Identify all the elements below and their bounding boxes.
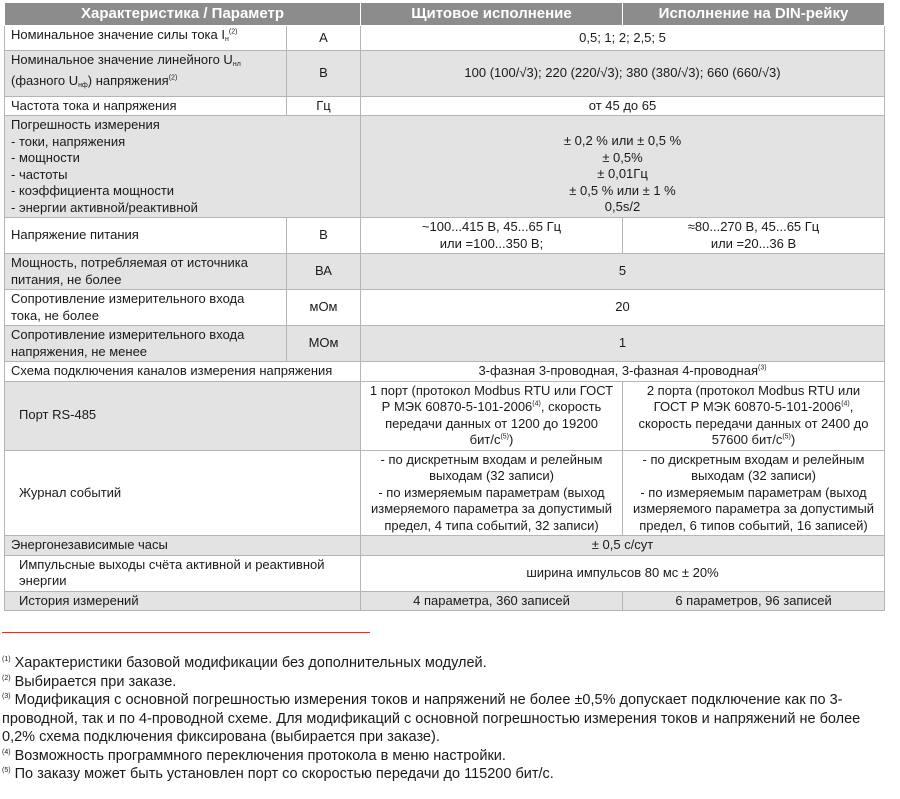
row-unit: В <box>287 218 361 254</box>
footnote-3: $^{(3)}$ Модификация с основной погрешностью измерения токов и напряжений не более ±0,5% допускает подключение как по 3-проводной, так и по 4-проводной схеме. Для модификаций с основной погрешностью измерения токов и напряжений не более 0,2% схема подключения фиксирована (выбирается при заказе). <box>2 692 861 745</box>
row-label: Частота тока и напряжения <box>5 96 287 116</box>
row-value: от 45 до 65 <box>361 96 885 116</box>
row-unit: Гц <box>287 96 361 116</box>
header-row <box>5 3 885 26</box>
din-value: 2 порта (протокол Modbus RTU или ГОСТ Р МЭК 60870-5-101-2006$^{(4)}$, скорость передачи данных от 2400 до 57600 бит/$с^{(5)}$) <box>623 381 885 450</box>
row-value: 1 <box>361 326 885 362</box>
row-value: 0,5; 1; 2; 2,5; 5 <box>361 26 885 51</box>
footnotes <box>2 654 892 784</box>
panel-value: 4 параметра, 360 записей <box>361 591 623 611</box>
row-label: История измерений <box>5 591 361 611</box>
row-history <box>5 591 885 611</box>
din-value: - по дискретным входам и релейным выходам (32 записи) - по измеряемым параметрам (выход измеряемого параметра за допустимый предел, 6 типов событий, 16 записей) <box>623 450 885 536</box>
row-pulse <box>5 555 885 591</box>
row-label: Сопротивление измерительного входа тока, не более <box>5 290 287 326</box>
row-unit: мОм <box>287 290 361 326</box>
spec-table <box>4 2 885 611</box>
header-param: Характеристика / Параметр <box>5 3 361 26</box>
row-label: Порт RS-485 <box>5 381 361 450</box>
row-unit: А <box>287 26 361 51</box>
row-unit: МОм <box>287 326 361 362</box>
row-label: Энергонезависимые часы <box>5 536 361 556</box>
din-value: 6 параметров, 96 записей <box>623 591 885 611</box>
panel-value: 1 порт (протокол Modbus RTU или ГОСТ Р МЭК 60870-5-101-2006$^{(4)}$, скорость передачи данных от 1200 до 19200 бит/$с^{(5)}$) <box>361 381 623 450</box>
row-clock <box>5 536 885 556</box>
row-voltage-resist <box>5 326 885 362</box>
row-supply <box>5 218 885 254</box>
footnote-divider <box>2 632 370 633</box>
row-value: 3-фазная 3-проводная, 3-фазная 4-проводная$^{(3)}$ <box>361 362 885 382</box>
row-current-resist <box>5 290 885 326</box>
header-panel: Щитовое исполнение <box>361 3 623 26</box>
row-value: 5 <box>361 254 885 290</box>
row-unit: В <box>287 50 361 96</box>
row-voltage <box>5 50 885 96</box>
panel-value: - по дискретным входам и релейным выходам (32 записи) - по измеряемым параметрам (выход измеряемого параметра за допустимый предел, 4 типа событий, 32 записи) <box>361 450 623 536</box>
row-label: Схема подключения каналов измерения напряжения <box>5 362 361 382</box>
row-value: ± 0,2 % или ± 0,5 % ± 0,5% ± 0,01Гц ± 0,5 % или ± 1 % 0,5s/2 <box>361 116 885 218</box>
header-din: Исполнение на DIN-рейку <box>623 3 885 26</box>
row-accuracy <box>5 116 885 218</box>
row-label: Номинальное значение линейного $U_{нл}$ (фазного $U_{нф}$) напряжения$^{(2)}$ <box>5 50 287 96</box>
row-label: Напряжение питания <box>5 218 287 254</box>
panel-value: ~100...415 В, 45...65 Гц или =100...350 В; <box>361 218 623 254</box>
footnote-2: $^{(2)}$ Выбирается при заказе. <box>2 673 177 690</box>
row-label: Журнал событий <box>5 450 361 536</box>
row-value: ± 0,5 с/сут <box>361 536 885 556</box>
row-value: ширина импульсов 80 мс ± 20% <box>361 555 885 591</box>
row-rs485 <box>5 381 885 450</box>
row-unit: ВА <box>287 254 361 290</box>
row-label: Погрешность измерения - токи, напряжения - мощности - частоты - коэффициента мощности - энергии активной/реактивной <box>5 116 361 218</box>
footnote-5: $^{(5)}$ По заказу может быть установлен порт со скоростью передачи до 115200 бит/с. <box>2 766 554 782</box>
row-power <box>5 254 885 290</box>
row-scheme <box>5 362 885 382</box>
row-label: Номинальное значение силы тока $I_н^{(2)}$ <box>5 26 287 51</box>
row-journal <box>5 450 885 536</box>
row-label: Мощность, потребляемая от источника питания, не более <box>5 254 287 290</box>
row-current <box>5 26 885 51</box>
footnote-1: $^{(1)}$ Характеристики базовой модификации без дополнительных модулей. <box>2 655 487 671</box>
din-value: ≈80...270 В, 45...65 Гц или =20...36 В <box>623 218 885 254</box>
row-frequency <box>5 96 885 116</box>
footnote-4: $^{(4)}$ Возможность программного переключения протокола в меню настройки. <box>2 747 506 764</box>
row-label: Сопротивление измерительного входа напряжения, не менее <box>5 326 287 362</box>
row-value: 20 <box>361 290 885 326</box>
row-label: Импульсные выходы счёта активной и реактивной энергии <box>5 555 361 591</box>
row-value: 100 (100/√3); 220 (220/√3); 380 (380/√3); 660 (660/√3) <box>361 50 885 96</box>
